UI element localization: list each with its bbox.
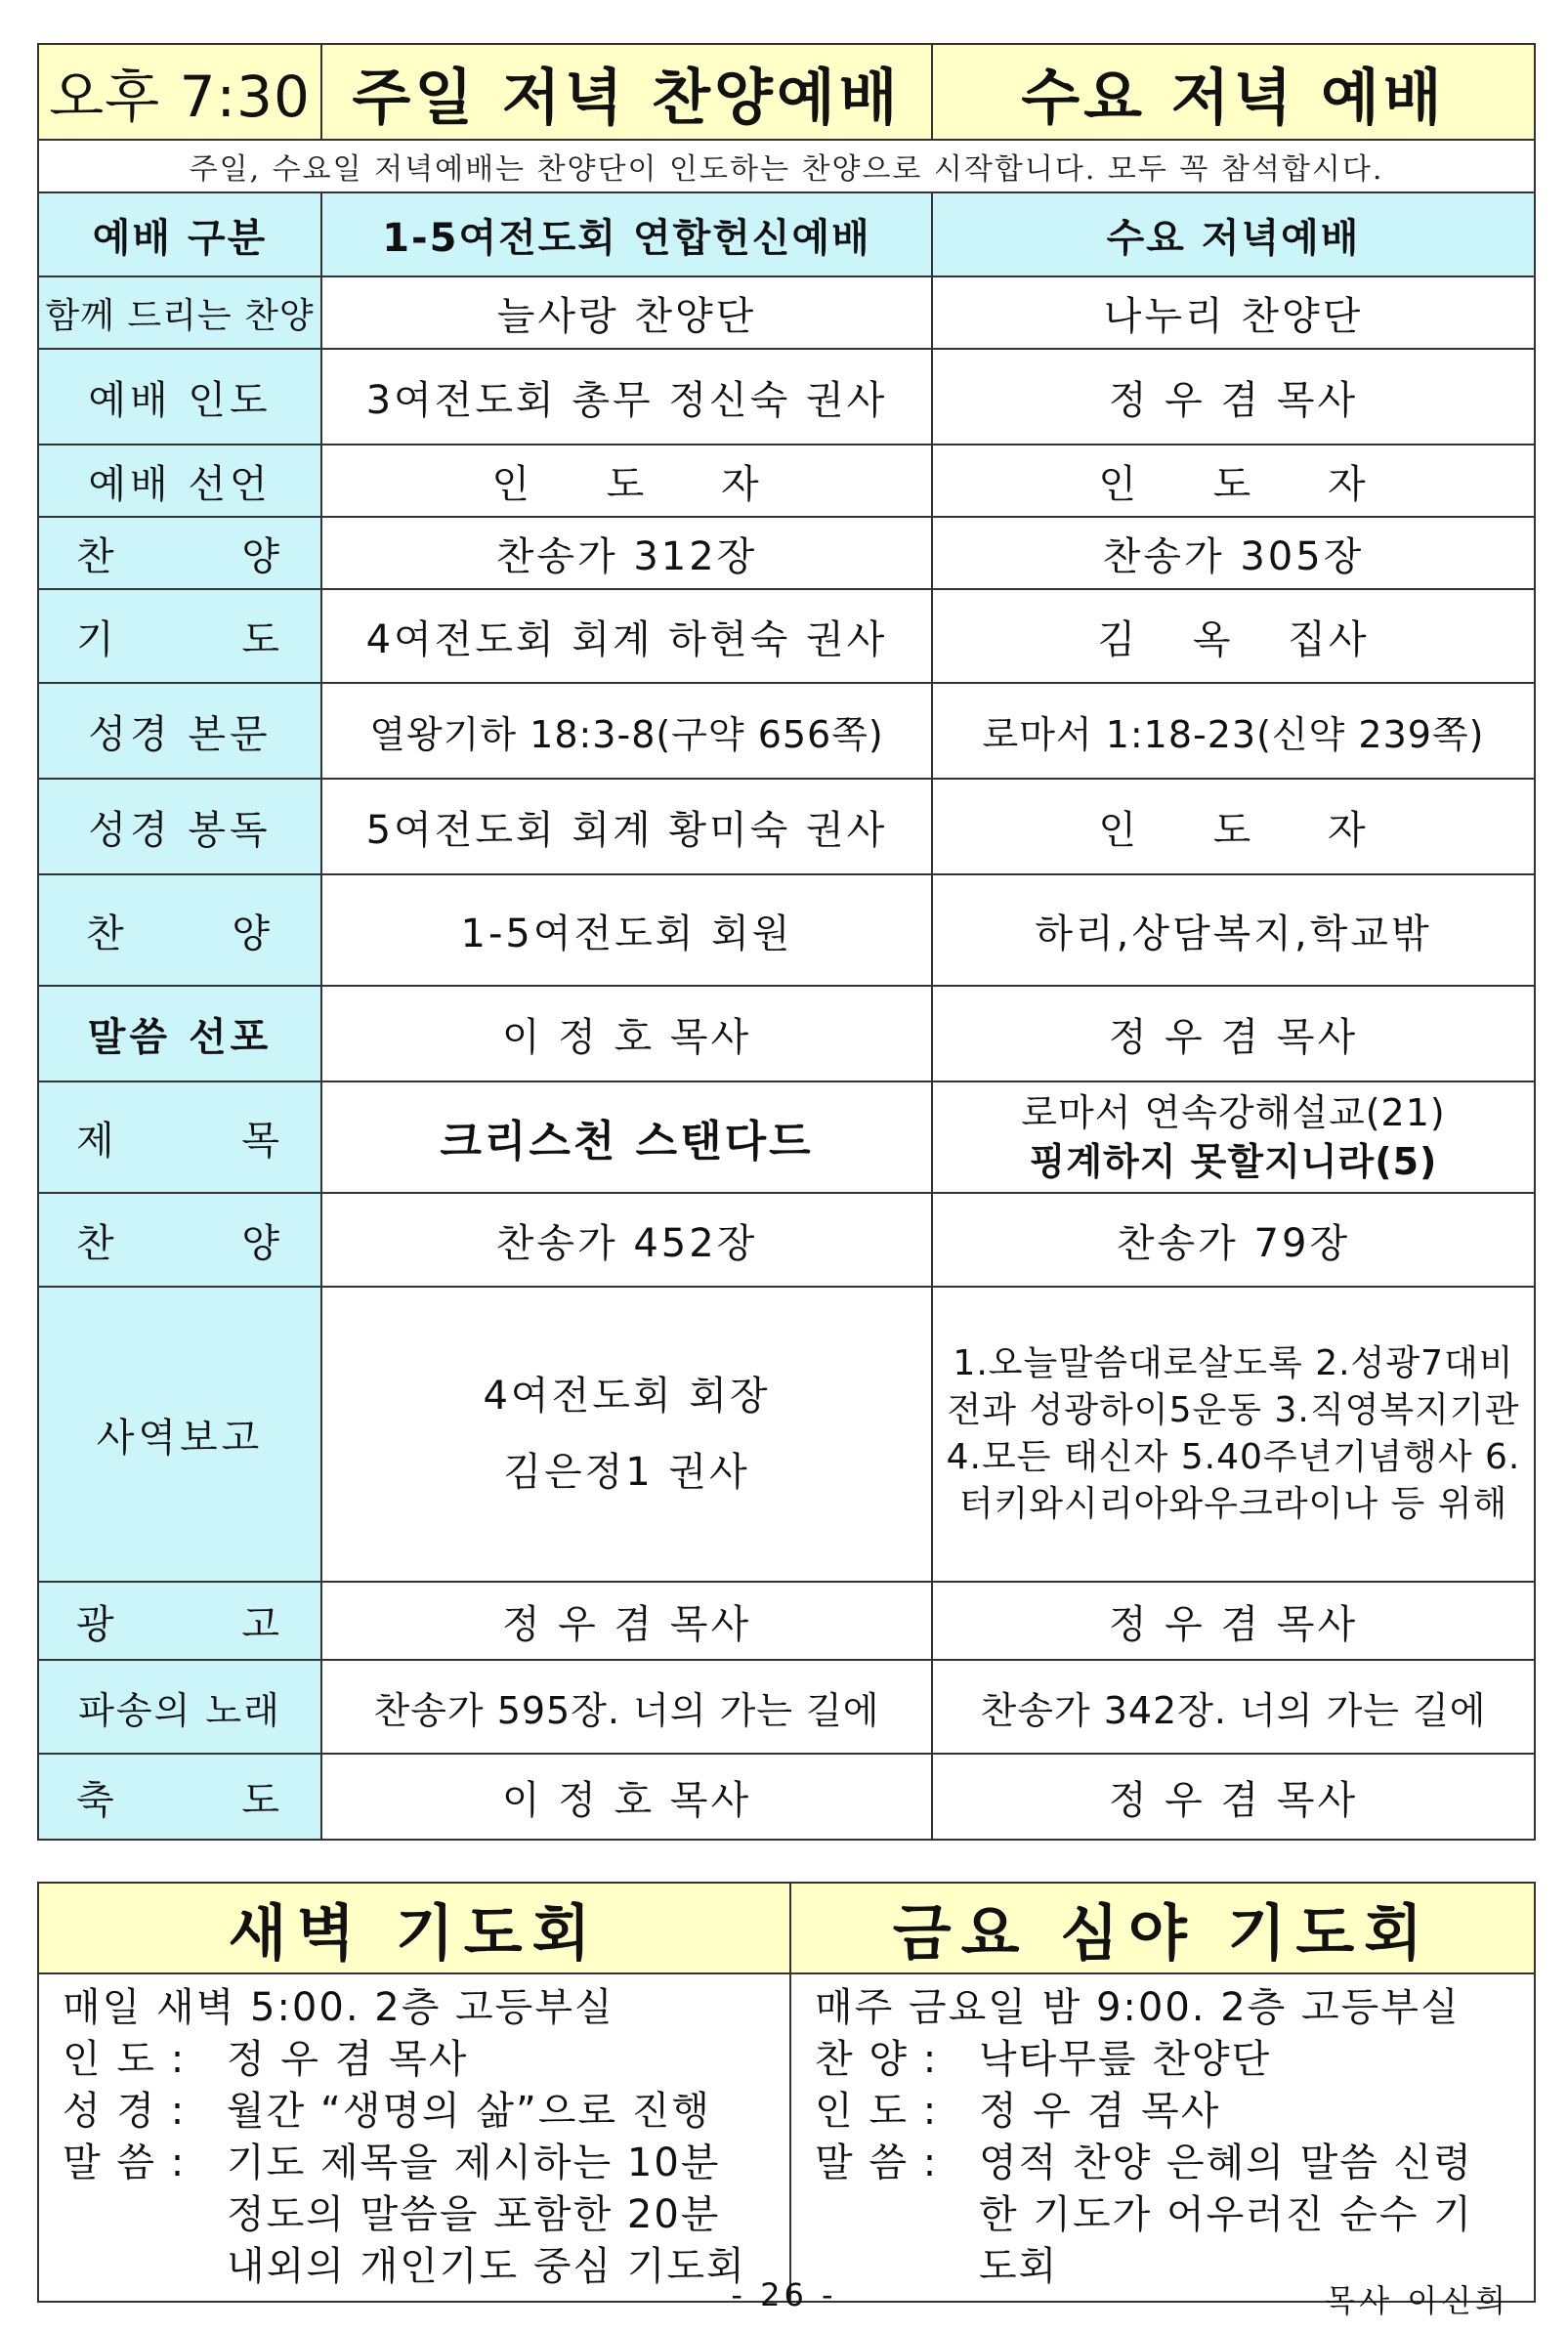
- friday-praise-row: [815, 2034, 1510, 2086]
- wednesday-value: 정 우 겸 목사: [932, 349, 1535, 445]
- prayer-meetings-table: [37, 1882, 1536, 2303]
- row-label: 찬 양: [38, 874, 321, 986]
- sunday-value: 3여전도회 총무 정신숙 권사: [321, 349, 932, 445]
- sermon-series: 로마서 연속강해설교(21): [1021, 1091, 1446, 1134]
- table-row: [38, 874, 1535, 986]
- row-label: 사역보고: [38, 1287, 321, 1582]
- table-row: [38, 986, 1535, 1081]
- friday-prayer-title: 금요 심야 기도회: [790, 1883, 1535, 1973]
- pastor-signature: 목사 이신희: [1325, 2282, 1509, 2319]
- sunday-value: 찬송가 312장: [321, 517, 932, 589]
- wednesday-value: 로마서 1:18-23(신약 239쪽): [932, 683, 1535, 779]
- column-header-sunday: 1-5여전도회 연합헌신예배: [321, 192, 932, 276]
- row-label: 성경 봉독: [38, 779, 321, 874]
- friday-lead-row: [815, 2086, 1510, 2138]
- row-label: 제 목: [38, 1081, 321, 1193]
- sermon-title: 크리스천 스탠다드: [321, 1081, 932, 1193]
- row-label: 기 도: [38, 589, 321, 683]
- sunday-value: 열왕기하 18:3-8(구약 656쪽): [321, 683, 932, 779]
- sunday-value: 찬송가 595장. 너의 가는 길에: [321, 1660, 932, 1754]
- prayer-topics: 1.오늘말씀대로살도록 2.성광7대비전과 성광하이5운동 3.직영복지기관 4.모든 태신자 5.40주년기념행사 6.터키와시리아와우크라이나 등 위해: [932, 1287, 1535, 1582]
- wednesday-value: 인 도 자: [932, 445, 1535, 517]
- friday-time: 매주 금요일 밤 9:00. 2층 고등부실: [815, 1985, 1461, 2030]
- wednesday-value: 하리,상담복지,학교밖: [932, 874, 1535, 986]
- dawn-word: 기도 제목을 제시하는 10분 정도의 말씀을 포함한 20분 내외의 개인기도 중심 기도회: [227, 2141, 746, 2289]
- dawn-bible-row: [63, 2086, 766, 2138]
- dawn-word-key: 말 씀 :: [63, 2141, 187, 2185]
- table-row: [38, 1660, 1535, 1754]
- table-row: [38, 1287, 1535, 1582]
- table-row: [38, 1193, 1535, 1287]
- row-label: 찬 양: [38, 517, 321, 589]
- presenter-role: 4여전도회 회장: [483, 1374, 771, 1419]
- sunday-service-title: 주일 저녁 찬양예배: [321, 44, 932, 140]
- row-label: 함께 드리는 찬양: [38, 276, 321, 349]
- friday-word: 영적 찬양 은혜의 말씀 신령한 기도가 어우러진 순수 기도회: [979, 2141, 1473, 2289]
- dawn-lead: 정 우 겸 목사: [227, 2037, 469, 2082]
- friday-prayer-details: [790, 1973, 1535, 2302]
- wednesday-value: 나누리 찬양단: [932, 276, 1535, 349]
- dawn-word-row: [63, 2138, 766, 2293]
- sermon-subtitle: 핑계하지 못할지니라(5): [1029, 1140, 1438, 1183]
- table-row: [38, 349, 1535, 445]
- page-number: - 26 -: [731, 2276, 837, 2313]
- dawn-bible: 월간 “생명의 삶”으로 진행: [227, 2089, 711, 2134]
- sunday-value: 인 도 자: [321, 445, 932, 517]
- sunday-value: 이 정 호 목사: [321, 1754, 932, 1840]
- table-row: [38, 445, 1535, 517]
- row-label: 예배 선언: [38, 445, 321, 517]
- table-row: [38, 276, 1535, 349]
- presenter-name: 김은정1 권사: [503, 1450, 750, 1495]
- column-header-label: 예배 구분: [38, 192, 321, 276]
- sunday-value: 찬송가 452장: [321, 1193, 932, 1287]
- friday-word-key: 말 씀 :: [815, 2141, 939, 2185]
- ministry-report-presenter: [321, 1287, 932, 1582]
- wednesday-value: 정 우 겸 목사: [932, 1754, 1535, 1840]
- sunday-value: 1-5여전도회 회원: [321, 874, 932, 986]
- dawn-prayer-details: [38, 1973, 790, 2302]
- table-row: [38, 1081, 1535, 1193]
- friday-praise: 낙타무릎 찬양단: [979, 2037, 1272, 2082]
- row-label: 축 도: [38, 1754, 321, 1840]
- friday-praise-key: 찬 양 :: [815, 2037, 939, 2082]
- column-header-wednesday: 수요 저녁예배: [932, 192, 1535, 276]
- friday-lead: 정 우 겸 목사: [979, 2089, 1221, 2134]
- sunday-value: 4여전도회 회계 하현숙 권사: [321, 589, 932, 683]
- friday-word-row: [815, 2138, 1510, 2293]
- service-time: 오후 7:30: [38, 44, 321, 140]
- wednesday-sermon-title: [932, 1081, 1535, 1193]
- wednesday-value: 김 옥 집사: [932, 589, 1535, 683]
- wednesday-value: 찬송가 342장. 너의 가는 길에: [932, 1660, 1535, 1754]
- dawn-time: 매일 새벽 5:00. 2층 고등부실: [63, 1985, 614, 2030]
- wednesday-value: 찬송가 79장: [932, 1193, 1535, 1287]
- table-row: [38, 1754, 1535, 1840]
- worship-order-table: [37, 43, 1536, 1841]
- row-label: 광 고: [38, 1582, 321, 1660]
- row-label: 성경 본문: [38, 683, 321, 779]
- sunday-value: 정 우 겸 목사: [321, 1582, 932, 1660]
- wednesday-service-title: 수요 저녁 예배: [932, 44, 1535, 140]
- wednesday-value: 정 우 겸 목사: [932, 1582, 1535, 1660]
- table-row: [38, 779, 1535, 874]
- wednesday-value: 찬송가 305장: [932, 517, 1535, 589]
- dawn-lead-key: 인 도 :: [63, 2037, 187, 2082]
- table-row: [38, 683, 1535, 779]
- table-row: [38, 589, 1535, 683]
- table-row: [38, 517, 1535, 589]
- row-label: 파송의 노래: [38, 1660, 321, 1754]
- dawn-lead-row: [63, 2034, 766, 2086]
- sunday-value: 늘사랑 찬양단: [321, 276, 932, 349]
- sunday-value: 이 정 호 목사: [321, 986, 932, 1081]
- row-label: 찬 양: [38, 1193, 321, 1287]
- friday-lead-key: 인 도 :: [815, 2089, 939, 2134]
- wednesday-value: 인 도 자: [932, 779, 1535, 874]
- row-label: 말씀 선포: [38, 986, 321, 1081]
- row-label: 예배 인도: [38, 349, 321, 445]
- notice-text: 주일, 수요일 저녁예배는 찬양단이 인도하는 찬양으로 시작합니다. 모두 꼭 참석합시다.: [38, 140, 1535, 192]
- sunday-value: 5여전도회 회계 황미숙 권사: [321, 779, 932, 874]
- wednesday-value: 정 우 겸 목사: [932, 986, 1535, 1081]
- dawn-bible-key: 성 경 :: [63, 2089, 187, 2134]
- dawn-prayer-title: 새벽 기도회: [38, 1883, 790, 1973]
- table-row: [38, 1582, 1535, 1660]
